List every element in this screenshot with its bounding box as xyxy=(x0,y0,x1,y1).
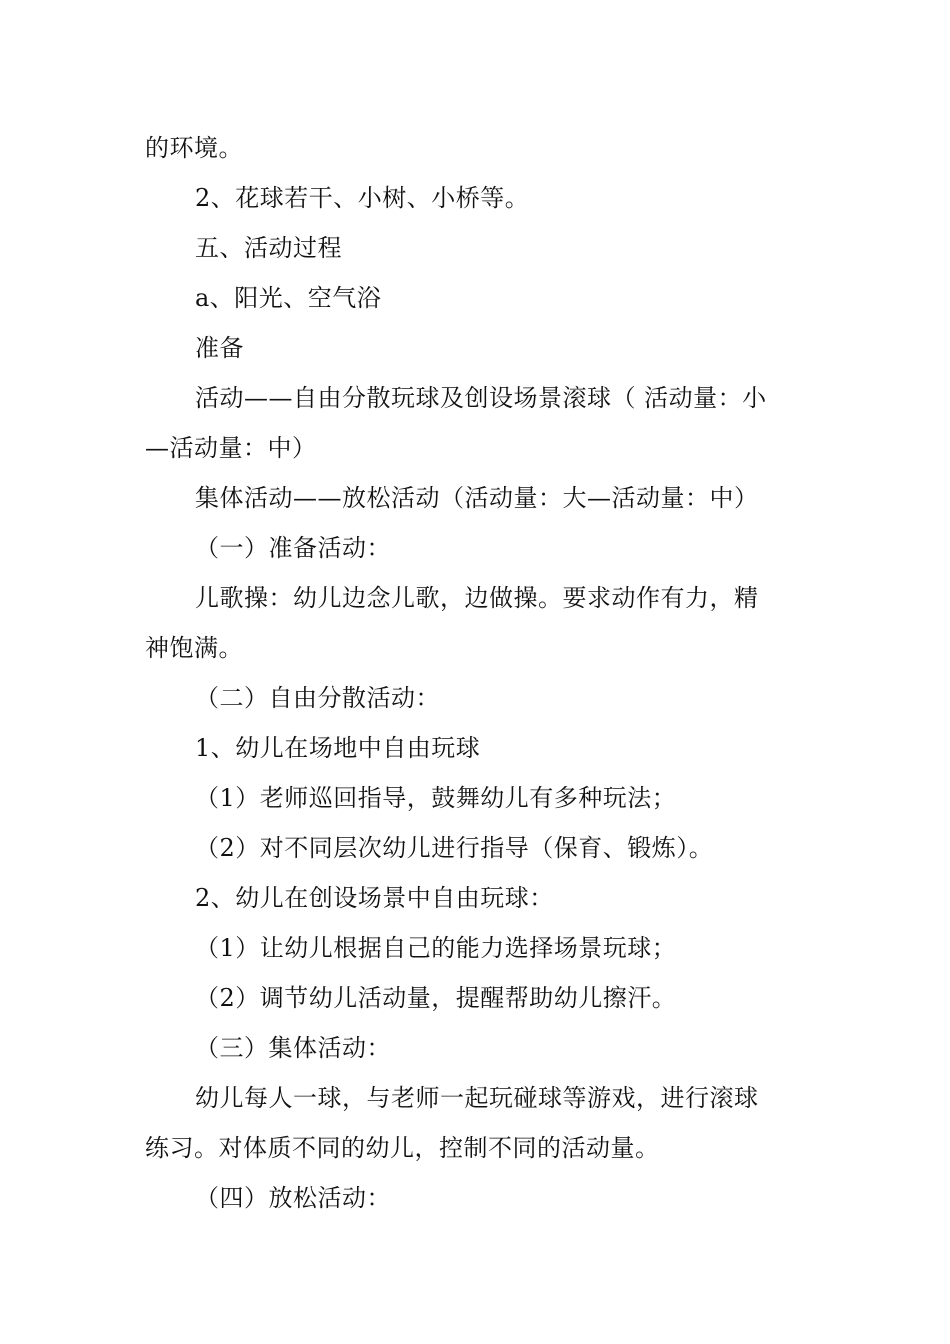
text-line: 集体活动——放松活动（活动量：大—活动量：中） xyxy=(195,484,759,512)
subsection-heading: （一）准备活动： xyxy=(195,534,391,562)
subsection-heading: （四）放松活动： xyxy=(195,1184,391,1212)
text-line: 幼儿每人一球，与老师一起玩碰球等游戏，进行滚球 xyxy=(195,1084,759,1112)
section-heading: 五、活动过程 xyxy=(195,234,342,262)
subsection-heading: （三）集体活动： xyxy=(195,1034,391,1062)
text-line: 1、幼儿在场地中自由玩球 xyxy=(195,734,481,762)
text-line: 2、花球若干、小树、小桥等。 xyxy=(195,184,530,212)
text-line: （2）调节幼儿活动量，提醒帮助幼儿擦汗。 xyxy=(195,984,677,1012)
text-line: a、阳光、空气浴 xyxy=(195,284,382,312)
text-line: （1）让幼儿根据自己的能力选择场景玩球； xyxy=(195,934,677,962)
text-line: 活动——自由分散玩球及创设场景滚球（ 活动量：小 xyxy=(195,384,767,412)
text-line: 神饱满。 xyxy=(145,634,243,662)
text-line: 练习。对体质不同的幼儿，控制不同的活动量。 xyxy=(145,1134,660,1162)
text-line: 的环境。 xyxy=(145,134,243,162)
text-line: 准备 xyxy=(195,334,244,362)
text-line: 2、幼儿在创设场景中自由玩球： xyxy=(195,884,554,912)
text-line: —活动量：中） xyxy=(145,434,317,462)
text-line: （2）对不同层次幼儿进行指导（保育、锻炼）。 xyxy=(195,834,714,862)
text-line: （1）老师巡回指导，鼓舞幼儿有多种玩法； xyxy=(195,784,677,812)
text-line: 儿歌操：幼儿边念儿歌，边做操。要求动作有力，精 xyxy=(195,584,759,612)
subsection-heading: （二）自由分散活动： xyxy=(195,684,440,712)
